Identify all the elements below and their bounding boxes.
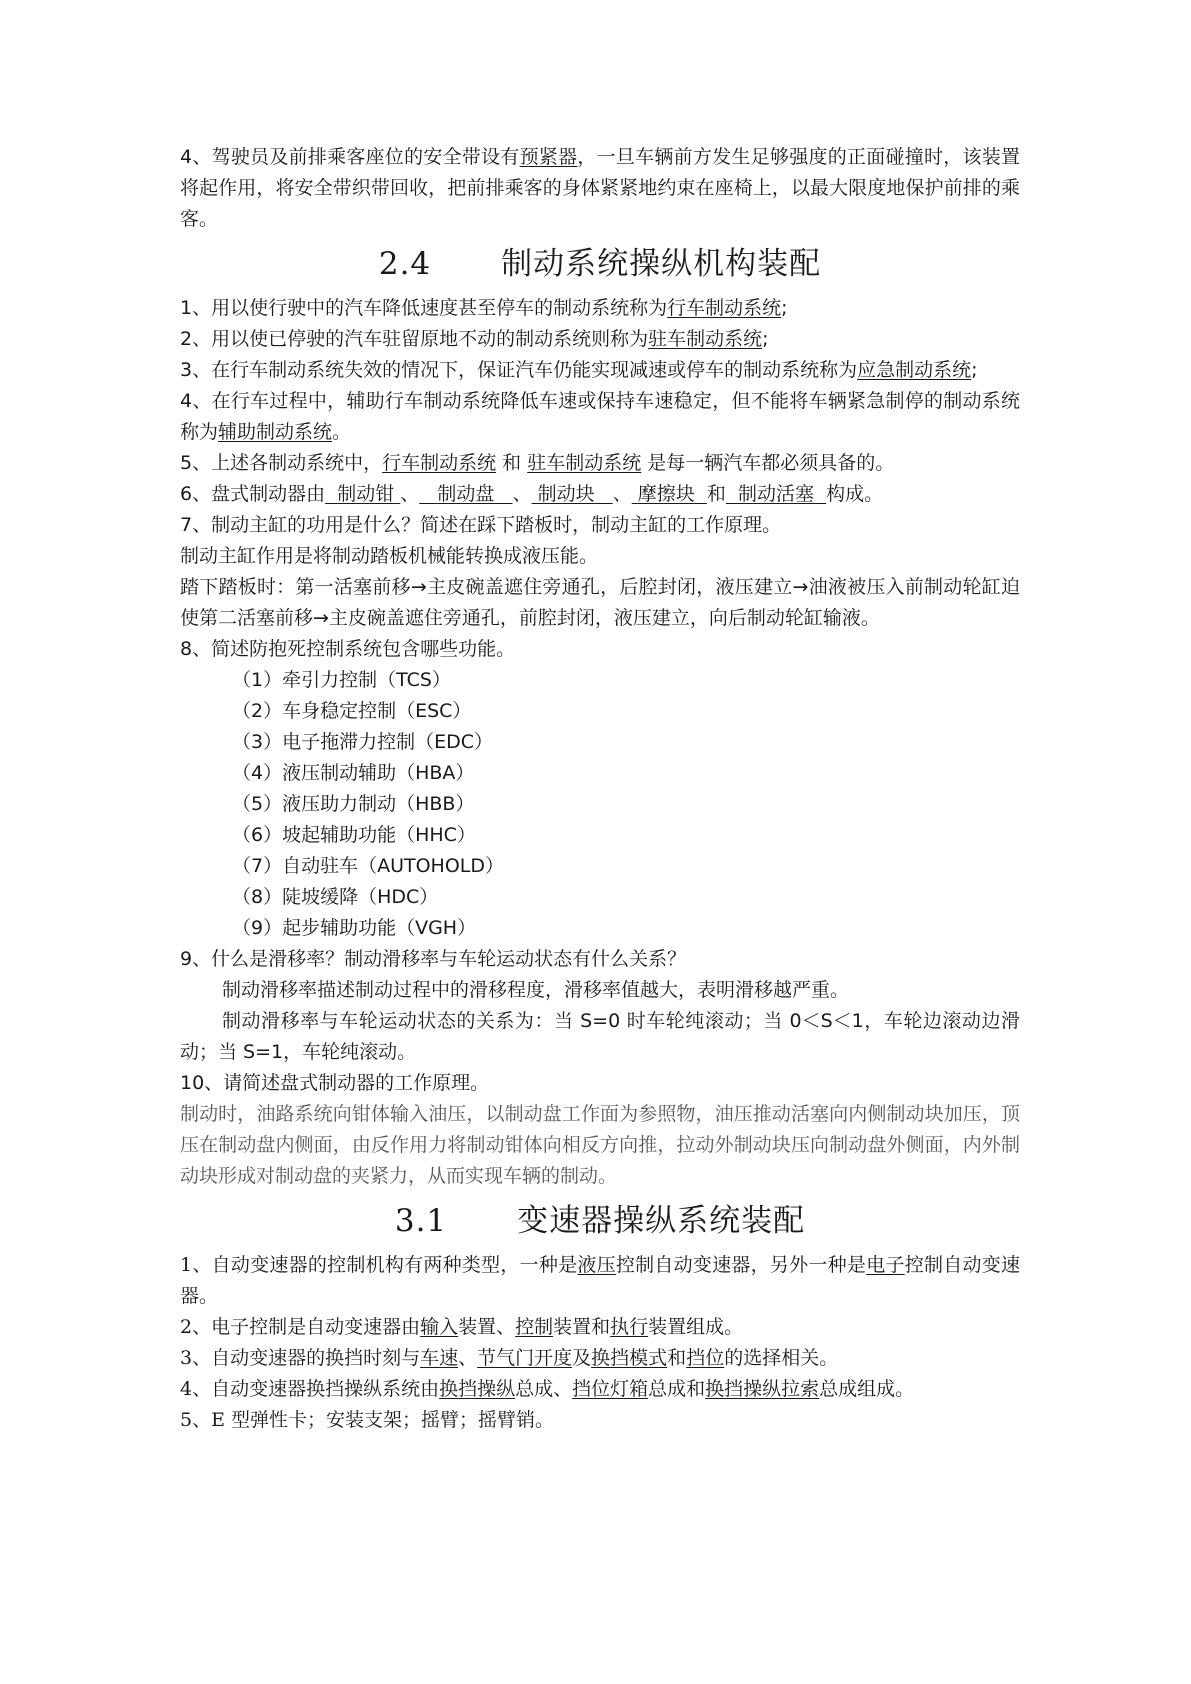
document-page xyxy=(180,142,1020,1436)
answer-blank: 驻车制动系统 xyxy=(527,452,642,474)
answer-blank: 制动活塞 xyxy=(738,483,815,505)
answer-pretensioner: 预紧器 xyxy=(519,146,578,168)
answer-blank: 挡位 xyxy=(686,1347,725,1369)
answer-blank: 换挡操纵 xyxy=(439,1378,516,1400)
answer-blank: 制动块 xyxy=(537,483,595,505)
list-item: （8）陡坡缓降（HDC） xyxy=(232,886,439,908)
answer-blank: 液压 xyxy=(577,1254,616,1276)
question-3: 3、在行车制动系统失效的情况下，保证汽车仍能实现减速或停车的制动系统称为应急制动系统; xyxy=(180,359,978,381)
question-3-1-5: 5、E 型弹性卡；安装支架；摇臂；摇臂销。 xyxy=(180,1409,554,1431)
paragraph-seatbelt: 4、驾驶员及前排乘客座位的安全带设有预紧器，一旦车辆前方发生足够强度的正面碰撞时，该装置将起作用，将安全带织带回收，把前排乘客的身体紧紧地约束在座椅上，以最大限度地保护前排的乘客。 xyxy=(180,146,1020,230)
answer-blank: 摩擦块 xyxy=(637,483,695,505)
answer-9-relation: 制动滑移率与车轮运动状态的关系为：当 S=0 时车轮纯滚动；当 0＜S＜1，车轮边滚动边滑动；当 S=1，车轮纯滚动。 xyxy=(180,1010,1020,1063)
section-heading-3-1 xyxy=(180,1201,1020,1241)
question-1: 1、用以使行驶中的汽车降低速度甚至停车的制动系统称为行车制动系统; xyxy=(180,297,788,319)
question-6: 6、盘式制动器由 制动钳 、 制动盘 、 制动块 、 摩擦块 和 制动活塞 构成。 xyxy=(180,483,884,505)
answer-blank: 行车制动系统 xyxy=(667,297,782,319)
list-item: （5）液压助力制动（HBB） xyxy=(232,793,475,815)
question-3-1-3: 3、自动变速器的换挡时刻与车速、节气门开度及换挡模式和挡位的选择相关。 xyxy=(180,1347,839,1369)
answer-blank: 辅助制动系统 xyxy=(218,421,333,443)
list-item: （1）牵引力控制（TCS） xyxy=(232,669,451,691)
section-title: 变速器操纵系统装配 xyxy=(517,1203,806,1239)
section-heading-2-4 xyxy=(180,244,1020,284)
abs-function-list xyxy=(180,665,1020,944)
answer-blank: 挡位灯箱 xyxy=(572,1378,649,1400)
list-item: （7）自动驻车（AUTOHOLD） xyxy=(232,855,505,877)
question-10: 10、请简述盘式制动器的工作原理。 xyxy=(180,1072,490,1094)
answer-blank: 输入 xyxy=(420,1316,459,1338)
list-item: （4）液压制动辅助（HBA） xyxy=(232,762,475,784)
question-3-1-4: 4、自动变速器换挡操纵系统由换挡操纵总成、挡位灯箱总成和换挡操纵拉索总成组成。 xyxy=(180,1378,915,1400)
section-number: 3.1 xyxy=(394,1203,448,1239)
question-4: 4、在行车过程中，辅助行车制动系统降低车速或保持车速稳定，但不能将车辆紧急制停的制动系统称为辅助制动系统。 xyxy=(180,390,1020,443)
list-item: （3）电子拖滞力控制（EDC） xyxy=(232,731,493,753)
question-5: 5、上述各制动系统中，行车制动系统 和 驻车制动系统 是每一辆汽车都必须具备的。 xyxy=(180,452,895,474)
answer-7-function: 制动主缸作用是将制动踏板机械能转换成液压能。 xyxy=(180,545,599,567)
question-2: 2、用以使已停驶的汽车驻留原地不动的制动系统则称为驻车制动系统; xyxy=(180,328,769,350)
answer-blank: 控制 xyxy=(515,1316,554,1338)
answer-blank: 行车制动系统 xyxy=(382,452,497,474)
answer-blank: 节气门开度 xyxy=(477,1347,573,1369)
question-8: 8、简述防抱死控制系统包含哪些功能。 xyxy=(180,638,516,660)
answer-9-definition: 制动滑移率描述制动过程中的滑移程度，滑移率值越大，表明滑移越严重。 xyxy=(222,979,850,1001)
answer-blank: 换挡操纵拉索 xyxy=(705,1378,820,1400)
answer-blank: 车速 xyxy=(420,1347,459,1369)
question-9: 9、什么是滑移率？制动滑移率与车轮运动状态有什么关系？ xyxy=(180,948,687,970)
list-item: （2）车身稳定控制（ESC） xyxy=(232,700,472,722)
answer-blank: 执行 xyxy=(610,1316,649,1338)
answer-blank: 应急制动系统 xyxy=(857,359,972,381)
answer-7-principle: 踏下踏板时：第一活塞前移→主皮碗盖遮住旁通孔，后腔封闭，液压建立→油液被压入前制动轮缸迫使第二活塞前移→主皮碗盖遮住旁通孔，前腔封闭，液压建立，向后制动轮缸输液。 xyxy=(180,576,1020,629)
answer-blank: 驻车制动系统 xyxy=(648,328,763,350)
question-7: 7、制动主缸的功用是什么？简述在踩下踏板时，制动主缸的工作原理。 xyxy=(180,514,782,536)
answer-blank: 制动盘 xyxy=(437,483,495,505)
list-item: （6）坡起辅助功能（HHC） xyxy=(232,824,476,846)
answer-blank: 制动钳 xyxy=(337,483,395,505)
section-number: 2.4 xyxy=(378,246,432,282)
list-item: （9）起步辅助功能（VGH） xyxy=(232,917,477,939)
answer-blank: 换挡模式 xyxy=(591,1347,668,1369)
question-3-1-2: 2、电子控制是自动变速器由输入装置、控制装置和执行装置组成。 xyxy=(180,1316,744,1338)
question-3-1-1: 1、自动变速器的控制机构有两种类型，一种是液压控制自动变速器，另外一种是电子控制自动变速器。 xyxy=(180,1254,1020,1307)
answer-10: 制动时，油路系统向钳体输入油压，以制动盘工作面为参照物，油压推动活塞向内侧制动块加压，顶压在制动盘内侧面，由反作用力将制动钳体向相反方向推，拉动外制动块压向制动盘外侧面，内外制动块形成对制动盘的夹紧力，从而实现车辆的制动。 xyxy=(180,1103,1020,1187)
answer-blank: 电子 xyxy=(866,1254,905,1276)
section-title: 制动系统操纵机构装配 xyxy=(501,246,822,282)
